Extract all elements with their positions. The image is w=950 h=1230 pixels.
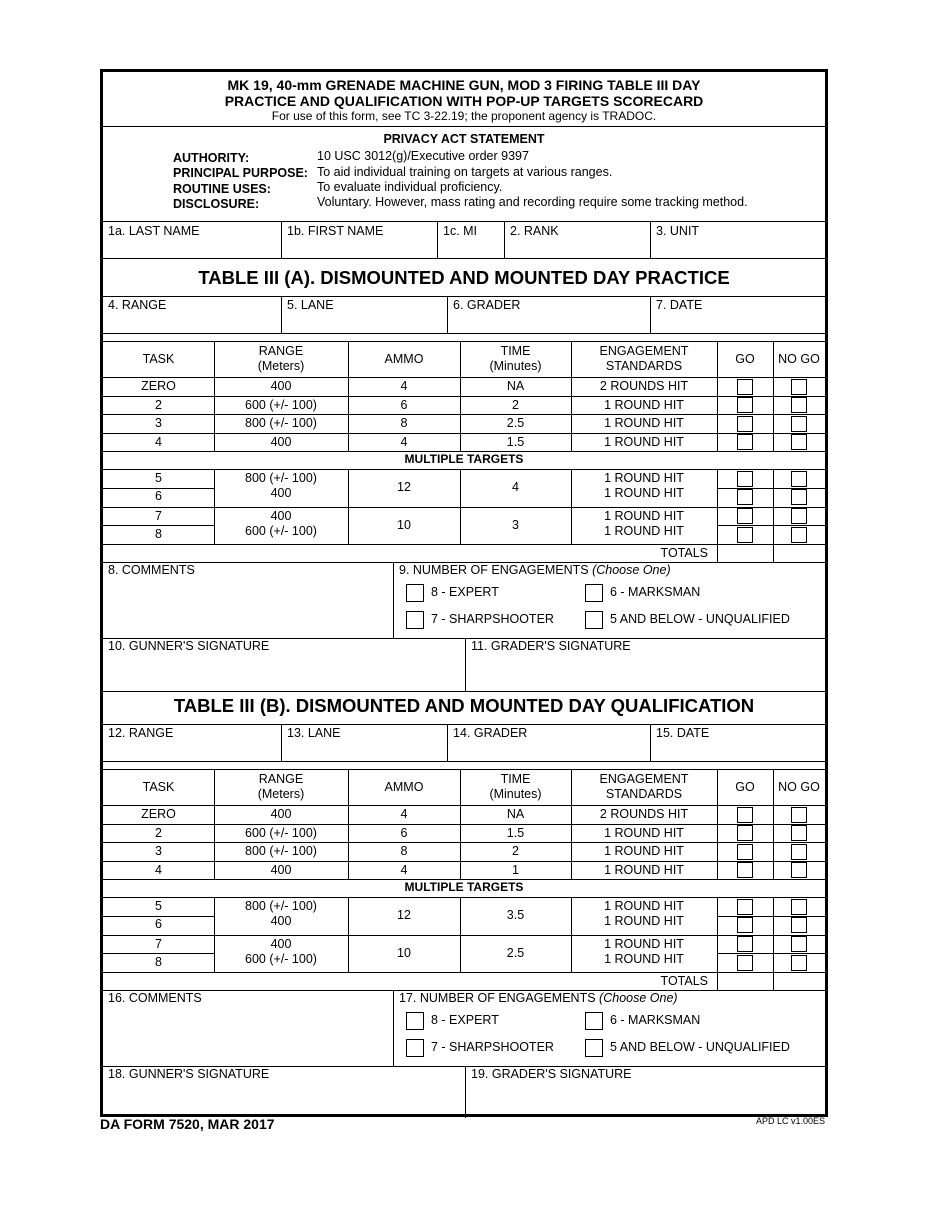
standard-cell: 1 ROUND HIT [604, 899, 684, 913]
engagements-title: 9. NUMBER OF ENGAGEMENTS [399, 563, 589, 577]
task-cell: 6 [155, 917, 162, 931]
sharpshooter-checkbox[interactable] [406, 1039, 424, 1057]
go-checkbox[interactable] [737, 416, 753, 432]
task-cell: 4 [155, 862, 162, 877]
choose-one-note: (Choose One) [599, 991, 678, 1005]
ammo-cell: 12 [397, 480, 411, 494]
authority-label: AUTHORITY: [173, 151, 250, 165]
no-go-checkbox[interactable] [791, 508, 807, 524]
grid-line [103, 761, 825, 762]
grader-signature-field[interactable]: 19. GRADER'S SIGNATURE [471, 1067, 632, 1081]
sharpshooter-checkbox[interactable] [406, 611, 424, 629]
ammo-cell: 4 [400, 434, 408, 449]
standard-cell: 1 ROUND HIT [604, 434, 684, 449]
task-cell: 2 [155, 397, 162, 412]
grid-line [717, 769, 718, 879]
col-standards-2: STANDARDS [605, 787, 683, 801]
col-task: TASK [142, 780, 175, 794]
marksman-label: 6 - MARKSMAN [610, 585, 701, 599]
grid-line [717, 469, 718, 544]
ammo-cell: 4 [400, 379, 408, 393]
standard-cell: 1 ROUND HIT [604, 486, 684, 500]
range-cell: 800 (+/- 100) [245, 899, 317, 913]
go-checkbox[interactable] [737, 862, 753, 878]
go-checkbox[interactable] [737, 489, 753, 505]
col-ammo: AMMO [384, 780, 424, 794]
go-checkbox[interactable] [737, 471, 753, 487]
unqualified-checkbox[interactable] [585, 1039, 603, 1057]
ammo-cell: 12 [397, 908, 411, 922]
grid-line [460, 341, 461, 451]
col-standards: ENGAGEMENT [599, 344, 689, 358]
grid-line [281, 724, 282, 761]
standard-cell: 1 ROUND HIT [604, 862, 684, 877]
time-cell: 2.5 [506, 945, 525, 960]
time-cell: 1.5 [506, 434, 525, 449]
form-id: DA FORM 7520, MAR 2017 [100, 1116, 275, 1132]
grid-line [460, 897, 461, 972]
comments-field[interactable]: 16. COMMENTS [108, 991, 202, 1005]
purpose-label: PRINCIPAL PURPOSE: [173, 166, 308, 180]
unqualified-label: 5 AND BELOW - UNQUALIFIED [610, 1040, 790, 1054]
ammo-cell: 6 [400, 397, 408, 412]
rank-field[interactable]: 2. RANK [510, 224, 559, 238]
multiple-targets-label: MULTIPLE TARGETS [404, 880, 524, 894]
unqualified-checkbox[interactable] [585, 611, 603, 629]
grader-field[interactable]: 6. GRADER [453, 298, 521, 312]
standard-cell: 1 ROUND HIT [604, 508, 684, 523]
totals-label: TOTALS [660, 974, 708, 988]
range-cell: 400 [270, 508, 292, 523]
sharpshooter-label: 7 - SHARPSHOOTER [431, 612, 554, 626]
time-cell: 4 [512, 480, 519, 494]
grid-line [460, 469, 461, 544]
grid-line [103, 333, 825, 334]
no-go-checkbox[interactable] [791, 434, 807, 450]
date-field[interactable]: 15. DATE [656, 726, 710, 740]
ammo-cell: 8 [400, 416, 408, 430]
range-cell: 600 (+/- 100) [245, 397, 317, 412]
ammo-cell: 10 [397, 517, 411, 532]
range-cell: 600 (+/- 100) [245, 951, 317, 966]
time-cell: 2 [512, 397, 519, 412]
routine-label: ROUTINE USES: [173, 182, 271, 196]
grid-line [103, 724, 825, 725]
grid-line [103, 953, 214, 954]
grid-line [773, 769, 774, 879]
grid-line [717, 488, 825, 489]
standard-cell: 1 ROUND HIT [604, 523, 684, 538]
col-nogo: NO GO [778, 352, 820, 366]
time-cell: NA [506, 807, 525, 821]
marksman-checkbox[interactable] [585, 584, 603, 602]
grid-line [773, 544, 774, 562]
time-cell: NA [506, 379, 525, 393]
no-go-checkbox[interactable] [791, 489, 807, 505]
grid-line [465, 638, 466, 691]
grid-line [717, 916, 825, 917]
no-go-checkbox[interactable] [791, 825, 807, 841]
time-cell: 3 [512, 517, 519, 532]
standard-cell: 2 ROUNDS HIT [599, 807, 689, 821]
grid-line [393, 990, 394, 1066]
grid-line [773, 341, 774, 451]
grid-line [348, 897, 349, 972]
task-cell: 3 [155, 844, 162, 858]
go-checkbox[interactable] [737, 434, 753, 450]
grader-field[interactable]: 14. GRADER [453, 726, 528, 740]
standard-cell: 1 ROUND HIT [604, 936, 684, 951]
col-nogo: NO GO [778, 780, 820, 794]
identity-row [103, 222, 825, 259]
go-checkbox[interactable] [737, 844, 753, 860]
disclosure-value: Voluntary. However, mass rating and recording require some tracking method. [317, 195, 748, 209]
marksman-label: 6 - MARKSMAN [610, 1013, 701, 1027]
engagements-label [399, 563, 671, 577]
range-cell: 600 (+/- 100) [245, 825, 317, 840]
ammo-cell: 8 [400, 844, 408, 858]
grid-line [103, 296, 825, 297]
ammo-cell: 4 [400, 862, 408, 877]
range-cell: 400 [270, 434, 292, 449]
grid-line [571, 769, 572, 879]
time-cell: 2.5 [506, 416, 525, 430]
grader-signature-field[interactable]: 11. GRADER'S SIGNATURE [471, 639, 631, 653]
grid-line [773, 469, 774, 544]
task-cell: 5 [155, 899, 162, 913]
range-field[interactable]: 12. RANGE [108, 726, 174, 740]
standard-cell: 1 ROUND HIT [604, 471, 684, 485]
task-cell: 6 [155, 489, 162, 503]
no-go-checkbox[interactable] [791, 807, 807, 823]
task-cell: 5 [155, 471, 162, 485]
expert-label: 8 - EXPERT [431, 1013, 499, 1027]
time-cell: 2 [512, 844, 519, 858]
col-task: TASK [142, 352, 175, 366]
grid-line [281, 296, 282, 333]
privacy-act-statement [103, 127, 825, 222]
gunner-signature-field[interactable]: 10. GUNNER'S SIGNATURE [108, 639, 270, 653]
grid-line [650, 296, 651, 333]
col-go: GO [735, 352, 755, 366]
col-standards-2: STANDARDS [605, 359, 683, 373]
privacy-title: PRIVACY ACT STATEMENT [383, 132, 545, 146]
gunner-signature-field[interactable]: 18. GUNNER'S SIGNATURE [108, 1067, 270, 1081]
sharpshooter-label: 7 - SHARPSHOOTER [431, 1040, 554, 1054]
col-time-unit: (Minutes) [489, 787, 542, 801]
grid-line [214, 341, 215, 451]
grid-line [214, 897, 215, 972]
disclosure-label: DISCLOSURE: [173, 197, 260, 211]
col-range-unit: (Meters) [257, 787, 305, 801]
no-go-checkbox[interactable] [791, 936, 807, 952]
form-title-line2: PRACTICE AND QUALIFICATION WITH POP-UP TARGETS SCORECARD [224, 93, 704, 109]
go-checkbox[interactable] [737, 825, 753, 841]
range-cell: 400 [270, 807, 292, 821]
go-checkbox[interactable] [737, 527, 753, 543]
grid-line [717, 897, 718, 972]
go-checkbox[interactable] [737, 807, 753, 823]
totals-label: TOTALS [660, 546, 708, 560]
task-cell: 8 [155, 526, 162, 541]
no-go-checkbox[interactable] [791, 917, 807, 933]
grid-line [214, 769, 215, 879]
grid-line [465, 1066, 466, 1118]
table-title: TABLE III (A). DISMOUNTED AND MOUNTED DAY PRACTICE [198, 267, 730, 288]
grid-line [773, 972, 774, 990]
go-checkbox[interactable] [737, 379, 753, 395]
marksman-checkbox[interactable] [585, 1012, 603, 1030]
standard-cell: 1 ROUND HIT [604, 914, 684, 928]
unqualified-label: 5 AND BELOW - UNQUALIFIED [610, 612, 790, 626]
range-cell: 800 (+/- 100) [245, 416, 317, 430]
grid-line [348, 341, 349, 451]
table-title: TABLE III (B). DISMOUNTED AND MOUNTED DAY QUALIFICATION [173, 695, 755, 716]
form-title-line1: MK 19, 40-mm GRENADE MACHINE GUN, MOD 3 FIRING TABLE III DAY [227, 77, 701, 93]
standard-cell: 1 ROUND HIT [604, 951, 684, 966]
time-cell: 1 [512, 862, 519, 877]
range-cell: 400 [270, 936, 292, 951]
col-range-unit: (Meters) [257, 359, 305, 373]
go-checkbox[interactable] [737, 508, 753, 524]
standard-cell: 1 ROUND HIT [604, 397, 684, 412]
standard-cell: 1 ROUND HIT [604, 825, 684, 840]
expert-label: 8 - EXPERT [431, 585, 499, 599]
grid-line [393, 562, 394, 638]
authority-value: 10 USC 3012(g)/Executive order 9397 [317, 149, 529, 163]
grid-line [571, 897, 572, 972]
standard-cell: 1 ROUND HIT [604, 416, 684, 430]
ammo-cell: 10 [397, 945, 411, 960]
no-go-checkbox[interactable] [791, 899, 807, 915]
form-subtitle: For use of this form, see TC 3-22.19; the proponent agency is TRADOC. [271, 109, 657, 123]
task-cell: ZERO [141, 807, 176, 821]
time-cell: 3.5 [506, 908, 525, 922]
no-go-checkbox[interactable] [791, 471, 807, 487]
col-range: RANGE [258, 772, 304, 786]
grid-line [103, 916, 214, 917]
task-cell: 4 [155, 434, 162, 449]
task-cell: 7 [155, 508, 162, 523]
go-checkbox[interactable] [737, 917, 753, 933]
lane-field[interactable]: 13. LANE [287, 726, 341, 740]
go-checkbox[interactable] [737, 936, 753, 952]
choose-one-note: (Choose One) [592, 563, 671, 577]
no-go-checkbox[interactable] [791, 397, 807, 413]
grid-line [717, 341, 718, 451]
range-cell: 400 [270, 379, 292, 393]
last-name-field[interactable]: 1a. LAST NAME [108, 224, 200, 238]
multiple-targets-label: MULTIPLE TARGETS [404, 452, 524, 466]
standard-cell: 2 ROUNDS HIT [599, 379, 689, 393]
lane-field[interactable]: 5. LANE [287, 298, 334, 312]
grid-line [717, 544, 718, 562]
ammo-cell: 4 [400, 807, 408, 821]
col-ammo: AMMO [384, 352, 424, 366]
no-go-checkbox[interactable] [791, 844, 807, 860]
date-field[interactable]: 7. DATE [656, 298, 703, 312]
grid-line [717, 953, 825, 954]
grid-line [773, 897, 774, 972]
range-cell: 800 (+/- 100) [245, 844, 317, 858]
grid-line [348, 469, 349, 544]
grid-line [214, 469, 215, 544]
form-header [103, 72, 825, 127]
grid-line [103, 488, 214, 489]
range-cell: 400 [270, 862, 292, 877]
purpose-value: To aid individual training on targets at various ranges. [317, 165, 613, 179]
task-cell: ZERO [141, 379, 176, 393]
task-cell: 3 [155, 416, 162, 430]
grid-line [447, 296, 448, 333]
col-standards: ENGAGEMENT [599, 772, 689, 786]
table-b-section [103, 687, 825, 1114]
range-cell: 400 [270, 914, 292, 928]
grid-line [717, 972, 718, 990]
grid-line [650, 724, 651, 761]
go-checkbox[interactable] [737, 955, 753, 971]
standard-cell: 1 ROUND HIT [604, 844, 684, 858]
range-field[interactable]: 4. RANGE [108, 298, 167, 312]
col-time: TIME [500, 344, 531, 358]
grid-line [717, 525, 825, 526]
no-go-checkbox[interactable] [791, 379, 807, 395]
expert-checkbox[interactable] [406, 584, 424, 602]
no-go-checkbox[interactable] [791, 527, 807, 543]
range-cell: 400 [270, 486, 292, 500]
scorecard-form [100, 69, 828, 1117]
col-go: GO [735, 780, 755, 794]
first-name-field[interactable]: 1b. FIRST NAME [287, 224, 384, 238]
table-a-section [103, 259, 825, 687]
routine-value: To evaluate individual proficiency. [317, 180, 503, 194]
unit-field[interactable]: 3. UNIT [656, 224, 700, 238]
grid-line [571, 469, 572, 544]
mi-field[interactable]: 1c. MI [443, 224, 478, 238]
time-cell: 1.5 [506, 825, 525, 840]
col-range: RANGE [258, 344, 304, 358]
go-checkbox[interactable] [737, 899, 753, 915]
grid-line [460, 769, 461, 879]
range-cell: 600 (+/- 100) [245, 523, 317, 538]
comments-field[interactable]: 8. COMMENTS [108, 563, 195, 577]
form-version: APD LC v1.00ES [756, 1116, 826, 1126]
grid-line [103, 525, 214, 526]
go-checkbox[interactable] [737, 397, 753, 413]
grid-line [348, 769, 349, 879]
col-time: TIME [500, 772, 531, 786]
grid-line [447, 724, 448, 761]
task-cell: 7 [155, 936, 162, 951]
engagements-label [399, 991, 678, 1005]
task-cell: 2 [155, 825, 162, 840]
engagements-title: 17. NUMBER OF ENGAGEMENTS [399, 991, 596, 1005]
grid-line [571, 341, 572, 451]
ammo-cell: 6 [400, 825, 408, 840]
expert-checkbox[interactable] [406, 1012, 424, 1030]
no-go-checkbox[interactable] [791, 955, 807, 971]
col-time-unit: (Minutes) [489, 359, 542, 373]
range-cell: 800 (+/- 100) [245, 471, 317, 485]
no-go-checkbox[interactable] [791, 862, 807, 878]
task-cell: 8 [155, 954, 162, 969]
no-go-checkbox[interactable] [791, 416, 807, 432]
